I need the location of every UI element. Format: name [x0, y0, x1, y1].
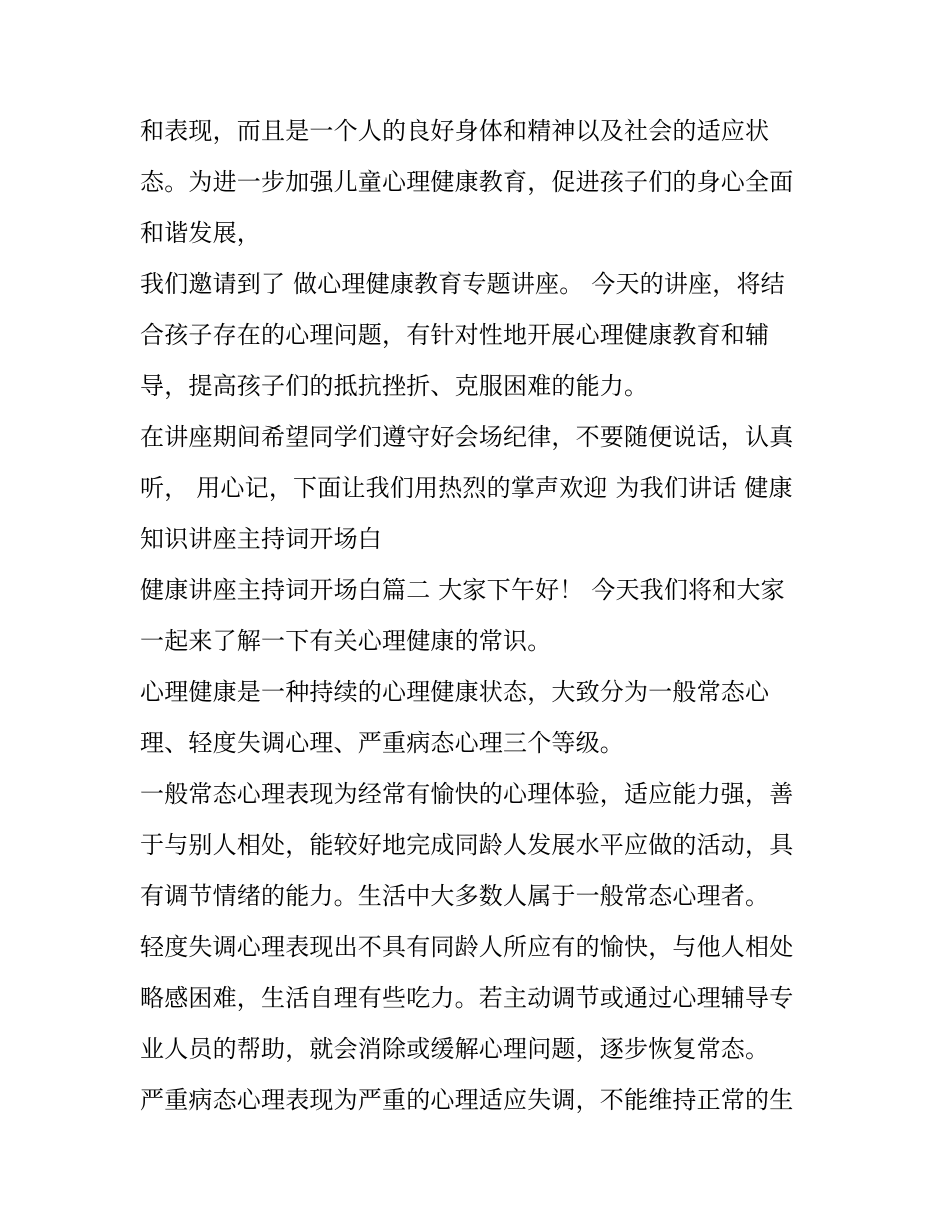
- text-line: 在讲座期间希望同学们遵守好会场纪律，不要随便说话，认真: [140, 423, 794, 451]
- text-line: 轻度失调心理表现出不具有同龄人所应有的愉快，与他人相处: [140, 933, 794, 961]
- document-body: [140, 106, 820, 1126]
- text-line: 合孩子存在的心理问题，有针对性地开展心理健康教育和辅: [140, 321, 770, 349]
- text-line: 理、轻度失调心理、严重病态心理三个等级。: [140, 729, 624, 757]
- text-line: 心理健康是一种持续的心理健康状态，大致分为一般常态心: [140, 678, 770, 706]
- text-line: 知识讲座主持词开场白: [140, 525, 382, 553]
- text-line: 态。为进一步加强儿童心理健康教育，促进孩子们的身心全面: [140, 168, 794, 196]
- text-line: 略感困难，生活自理有些吃力。若主动调节或通过心理辅导专: [140, 984, 794, 1012]
- text-line: 业人员的帮助，就会消除或缓解心理问题，逐步恢复常态。: [140, 1035, 770, 1063]
- text-line: 一般常态心理表现为经常有愉快的心理体验，适应能力强，善: [140, 780, 794, 808]
- text-line: 和表现，而且是一个人的良好身体和精神以及社会的适应状: [140, 117, 770, 145]
- text-line: 听， 用心记，下面让我们用热烈的掌声欢迎 为我们讲话 健康: [140, 474, 793, 502]
- text-line: 于与别人相处，能较好地完成同龄人发展水平应做的活动，具: [140, 831, 794, 859]
- text-line: 和谐发展，: [140, 219, 261, 247]
- text-line: 一起来了解一下有关心理健康的常识。: [140, 627, 552, 655]
- text-line: 有调节情绪的能力。生活中大多数人属于一般常态心理者。: [140, 882, 770, 910]
- text-line: 导，提高孩子们的抵抗挫折、克服困难的能力。: [140, 372, 649, 400]
- text-line: 严重病态心理表现为严重的心理适应失调，不能维持正常的生: [140, 1086, 794, 1114]
- text-line: 健康讲座主持词开场白篇二 大家下午好！ 今天我们将和大家: [140, 576, 785, 604]
- text-line: 我们邀请到了 做心理健康教育专题讲座。 今天的讲座，将结: [140, 270, 785, 298]
